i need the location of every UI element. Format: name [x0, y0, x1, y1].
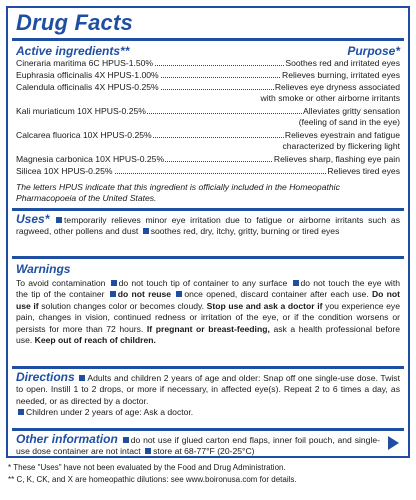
- uses-heading: Uses*: [16, 212, 50, 226]
- warnings-text-9: you experience eye pain, changes in vision, continued redness or irritation of the eye, or if the condition worsens or persists for more than 72 hours.: [16, 300, 400, 334]
- square-bullet-icon: [56, 217, 62, 223]
- ingredient-name: Kali muriaticum 10X HPUS-0.25%: [16, 106, 146, 116]
- square-bullet-icon: [111, 280, 117, 286]
- ingredient-row: [16, 106, 400, 128]
- square-bullet-icon: [18, 409, 24, 415]
- ingredient-purpose: Relieves eye dryness associated: [274, 82, 400, 92]
- warnings-text-4: do not reuse: [117, 289, 172, 300]
- directions-divider: [12, 366, 404, 369]
- ingredient-name: Magnesia carbonica 10X HPUS-0.25%: [16, 154, 165, 164]
- warnings-text-1: To avoid contamination: [16, 278, 106, 288]
- warnings-text-11: ask a health professional before use.: [16, 323, 401, 346]
- square-bullet-icon: [293, 280, 299, 286]
- other-info-section: [16, 434, 380, 458]
- ingredient-name: Calcarea fluorica 10X HPUS-0.25%: [16, 130, 152, 140]
- hpus-note: The letters HPUS indicate that this ingredient is officially included in the Homeopathic Pharmacopoeia of the United States.: [16, 182, 340, 203]
- uses-text-2: soothes red, dry, itchy, gritty, burning or tired eyes: [150, 226, 340, 237]
- ingredient-row: [16, 166, 400, 177]
- ingredient-name: Cineraria maritima 6C HPUS-1.50%: [16, 58, 154, 68]
- ingredient-purpose: Relieves eyestrain and fatigue: [284, 130, 400, 140]
- warnings-text-5: once opened, discard container after each use.: [184, 289, 369, 300]
- drug-facts-panel: [6, 6, 410, 458]
- ingredient-purpose: Relieves tired eyes: [327, 166, 400, 176]
- square-bullet-icon: [79, 375, 85, 381]
- other-info-text-2: store at 68-77°F (20-25°C): [153, 446, 255, 457]
- warnings-divider: [12, 256, 404, 259]
- purpose-heading: Purpose*: [347, 44, 400, 58]
- ingredient-purpose-continued: with smoke or other airborne irritants: [260, 93, 400, 103]
- directions-text-1: Adults and children 2 years of age and older: Snap off one single-use dose. Twist to open. Instill 1 to 2 drops, or more if necessary, in affected eye(s). Repeat 2 to 6 times a day, as needed, or as directed by a doctor.: [16, 373, 400, 406]
- ingredient-row: [16, 58, 400, 69]
- ingredient-purpose-continued: (feeling of sand in the eye): [298, 117, 400, 127]
- warnings-text-6: Do not use if: [16, 289, 401, 311]
- warnings-text-12: Keep out of reach of children.: [34, 335, 156, 346]
- directions-text-2: Children under 2 years of age: Ask a doctor.: [26, 407, 194, 418]
- directions-section: [16, 372, 400, 419]
- ingredient-purpose: Relieves burning, irritated eyes: [282, 70, 400, 80]
- footnote-2: ** C, K, CK, and X are homeopathic dilutions: see www.boironusa.com for details.: [8, 475, 297, 484]
- other-info-text-1: do not use if glued carton end flaps, inner foil pouch, and single-use dose container are not intact: [16, 435, 381, 457]
- warnings-text: [16, 278, 400, 346]
- other-info-heading: Other information: [16, 432, 118, 446]
- warnings-text-7: solution changes color or becomes cloudy.: [41, 300, 205, 311]
- ingredient-purpose: Alleviates gritty sensation: [303, 106, 400, 116]
- ingredient-purpose: Relieves sharp, flashing eye pain: [273, 154, 400, 164]
- ingredient-purpose-continued: characterized by flickering light: [282, 141, 400, 151]
- active-ingredients-heading: Active ingredients**: [16, 44, 130, 58]
- page-title: Drug Facts: [16, 10, 133, 35]
- ingredient-name: Euphrasia officinalis 4X HPUS-1.00%: [16, 70, 159, 80]
- other-info-divider: [12, 428, 404, 431]
- ingredient-row: [16, 130, 400, 152]
- warnings-text-3: do not touch the eye with the tip of the container: [16, 278, 400, 300]
- uses-section: [16, 214, 400, 238]
- ingredient-name: Calendula officinalis 4X HPUS-0.25%: [16, 82, 159, 92]
- ingredient-name: Silicea 10X HPUS-0.25%: [16, 166, 113, 176]
- ingredient-row: [16, 154, 400, 165]
- square-bullet-icon: [145, 448, 151, 454]
- footnote-1: * These "Uses" have not been evaluated by the Food and Drug Administration.: [8, 463, 286, 472]
- ingredient-row: [16, 82, 400, 104]
- warnings-text-8: Stop use and ask a doctor if: [206, 300, 323, 311]
- footnotes: [8, 462, 408, 486]
- warnings-heading: Warnings: [16, 262, 71, 276]
- title-divider: [12, 38, 404, 41]
- square-bullet-icon: [143, 228, 149, 234]
- ingredient-row: [16, 70, 400, 81]
- uses-text-1: temporarily relieves minor eye irritation due to fatigue or airborne irritants such as ragweed, other pollens and dust: [16, 215, 400, 237]
- warnings-text-10: If pregnant or breast-feeding,: [146, 323, 270, 334]
- uses-divider: [12, 208, 404, 211]
- square-bullet-icon: [176, 291, 182, 297]
- directions-heading: Directions: [16, 370, 75, 384]
- chevron-right-icon[interactable]: [386, 435, 400, 451]
- square-bullet-icon: [110, 291, 116, 297]
- ingredient-purpose: Soothes red and irritated eyes: [285, 58, 400, 68]
- square-bullet-icon: [123, 437, 129, 443]
- warnings-text-2: do not touch tip of container to any surface: [118, 278, 288, 288]
